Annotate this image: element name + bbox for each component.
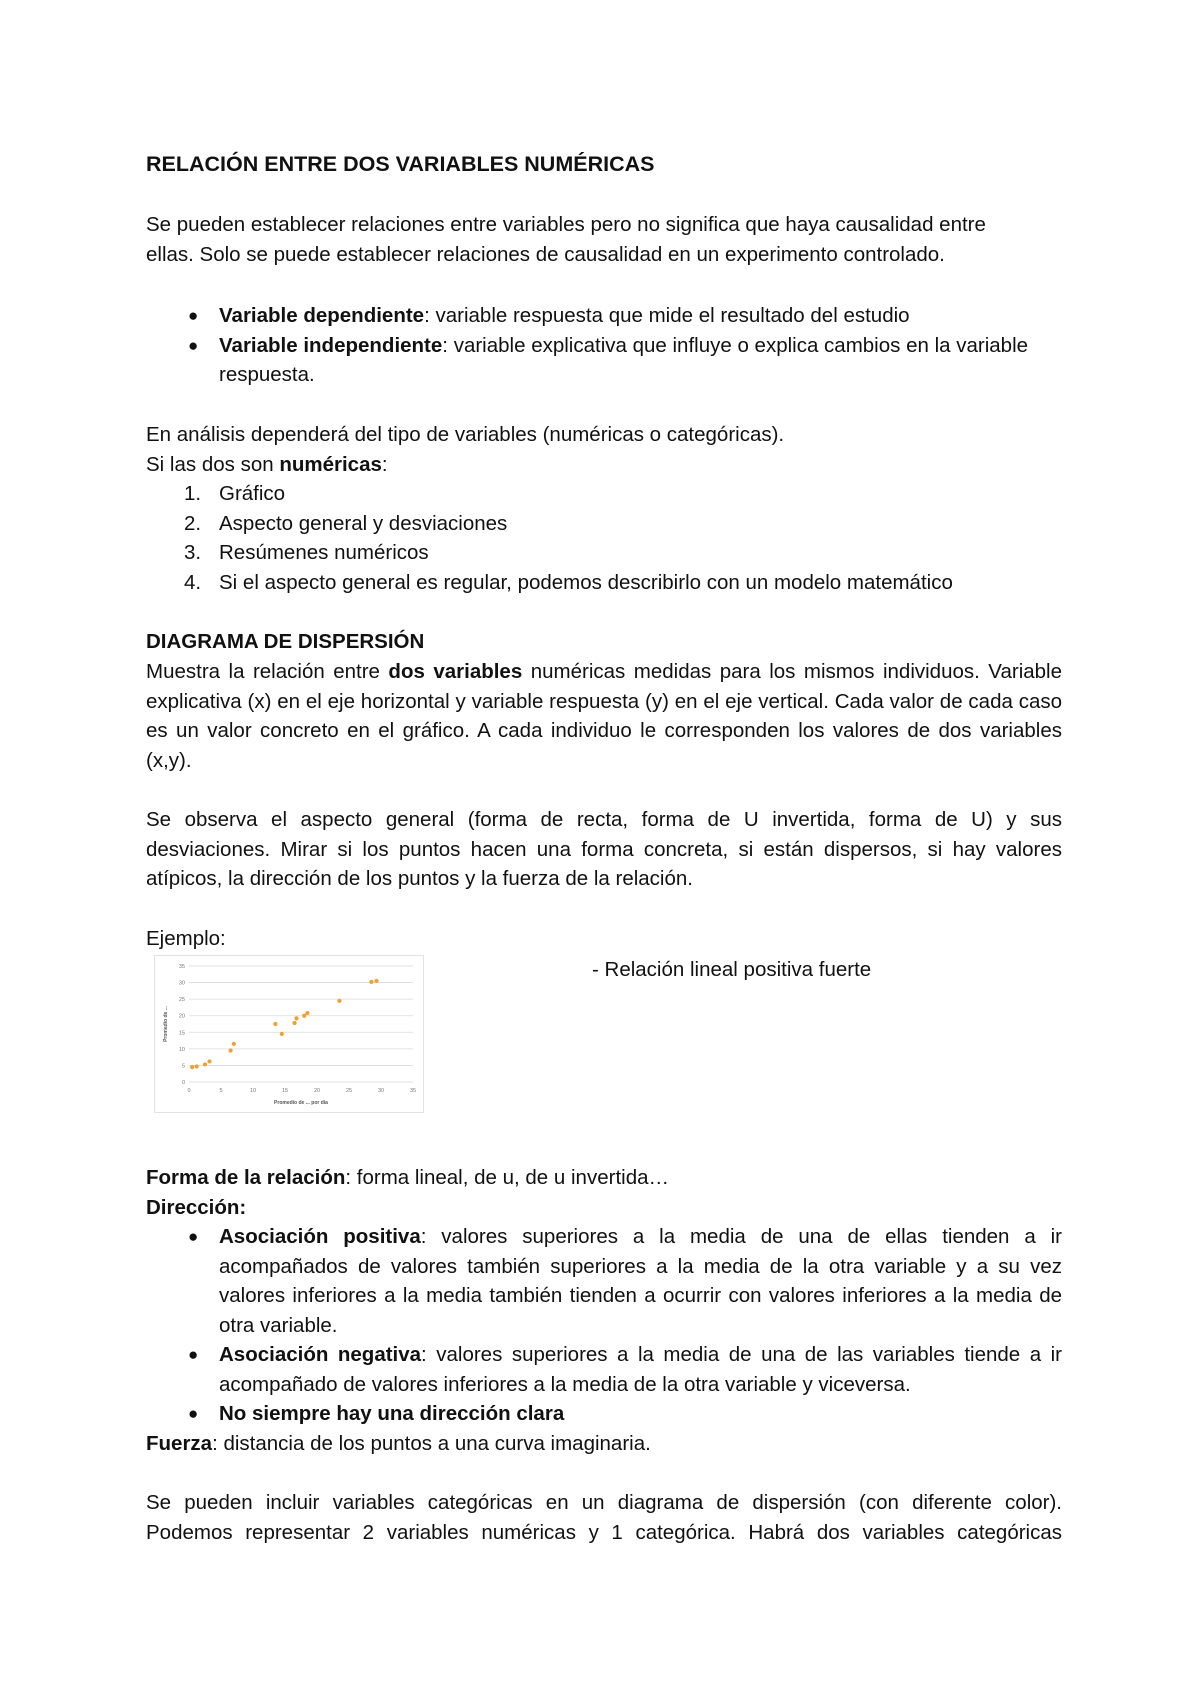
x-tick-label: 10 xyxy=(249,1088,257,1094)
analysis-line-1: En análisis dependerá del tipo de variables (numéricas o categóricas). xyxy=(146,423,785,446)
bullet-icon: ● xyxy=(188,335,199,355)
list-item: 4. Si el aspecto general es regular, podemos describirlo con un modelo matemático xyxy=(184,570,953,594)
y-axis-title: Promedio de ... xyxy=(163,1006,169,1042)
bullet-icon: ● xyxy=(188,306,199,325)
example-label: Ejemplo: xyxy=(146,927,226,950)
steps-list xyxy=(146,479,1062,597)
data-point xyxy=(232,1042,236,1046)
intro-paragraph xyxy=(146,210,1062,269)
direction-section xyxy=(146,1163,1062,1458)
list-item: ● Asociación positiva: valores superiores a la media de una de ellas tienden a ir acompañados de valores también superiores a la media de la otra variable y a su vez valores inferiores a la media también tienden a ocurrir con valores inferiores a la media de otra variable. xyxy=(146,1222,1062,1340)
data-point xyxy=(207,1059,211,1063)
list-item: ● Variable dependiente: variable respuesta que mide el resultado del estudio xyxy=(146,301,1062,331)
bullet-icon: ● xyxy=(188,1404,199,1423)
data-point xyxy=(294,1016,298,1020)
list-item: 2. Aspecto general y desviaciones xyxy=(184,511,508,535)
y-tick-label: 5 xyxy=(181,1063,185,1070)
data-point xyxy=(273,1022,277,1026)
y-tick-label: 0 xyxy=(181,1080,185,1086)
x-tick-label: 15 xyxy=(281,1088,289,1094)
data-point xyxy=(337,999,341,1003)
force-line: Fuerza: distancia de los puntos a una curva imaginaria. xyxy=(146,1431,651,1455)
intro-line-2: ellas. Solo se puede establecer relaciones de causalidad en un experimento controlado. xyxy=(146,242,945,266)
x-tick-label: 0 xyxy=(187,1088,191,1094)
data-point xyxy=(369,980,373,984)
closing-line-1: Se pueden incluir variables categóricas en un diagrama de dispersión (con diferente color). xyxy=(146,1491,1062,1514)
x-tick-label: 25 xyxy=(345,1088,353,1094)
y-tick-label: 20 xyxy=(178,1013,185,1020)
example-caption: - Relación lineal positiva fuerte xyxy=(592,958,872,981)
page-title: RELACIÓN ENTRE DOS VARIABLES NUMÉRICAS xyxy=(146,152,655,176)
list-item: 1. Gráfico xyxy=(184,482,286,505)
section-heading-scatter: DIAGRAMA DE DISPERSIÓN xyxy=(146,630,425,653)
data-point xyxy=(374,979,378,983)
x-tick-label: 20 xyxy=(313,1088,321,1094)
bullet-icon: ● xyxy=(188,1345,199,1364)
scatter-plot-svg xyxy=(155,956,423,1112)
analysis-paragraph xyxy=(146,420,1062,479)
y-tick-label: 15 xyxy=(178,1030,185,1037)
bullet-icon: ● xyxy=(188,1227,199,1246)
closing-paragraph xyxy=(146,1488,1062,1547)
scatter-paragraph-2: Se observa el aspecto general (forma de recta, forma de U invertida, forma de U) y sus desviaciones. Mirar si los puntos hacen una forma concreta, si están dispersos, si hay valores atípicos, la dirección de los puntos y la fuerza de la relación. xyxy=(146,808,1062,890)
data-point xyxy=(305,1011,309,1015)
data-point xyxy=(203,1062,207,1066)
list-item: ● Asociación negativa: valores superiores a la media de una de las variables tiende a ir acompañado de valores inferiores a la media de la otra variable y viceversa. xyxy=(146,1340,1062,1399)
data-point xyxy=(195,1064,199,1068)
x-tick-label: 35 xyxy=(409,1088,417,1094)
data-point xyxy=(229,1048,233,1052)
y-tick-label: 25 xyxy=(178,997,185,1004)
data-point xyxy=(190,1065,194,1069)
intro-line-1: Se pueden establecer relaciones entre variables pero no significa que haya causalidad entre xyxy=(146,213,986,236)
scatter-chart xyxy=(154,955,424,1113)
analysis-line-2: Si las dos son numéricas: xyxy=(146,452,388,476)
variables-list xyxy=(146,301,1062,390)
term-dependent-definition: variable respuesta que mide el resultado del estudio xyxy=(435,304,910,327)
scatter-paragraph-1: Muestra la relación entre dos variables numéricas medidas para los mismos individuos. Variable explicativa (x) en el eje horizontal y variable respuesta (y) en el eje vertical. Cada valor de cada caso es un valor concreto en el gráfico. A cada individuo le corresponden los valores de dos variables (x,y). xyxy=(146,660,1062,772)
y-tick-label: 35 xyxy=(178,964,185,970)
form-line: Forma de la relación: forma lineal, de u, de u invertida… xyxy=(146,1166,669,1189)
x-tick-label: 5 xyxy=(219,1088,223,1094)
x-tick-label: 30 xyxy=(377,1088,385,1094)
list-item: ● No siempre hay una dirección clara xyxy=(146,1399,1062,1429)
data-point xyxy=(280,1032,284,1036)
x-axis-title: Promedio de ... por día xyxy=(274,1100,328,1106)
list-item: 3. Resúmenes numéricos xyxy=(184,541,429,564)
term-independent-definition: variable explicativa que influye o explica cambios en la variable respuesta. xyxy=(219,333,1029,386)
data-point xyxy=(293,1021,297,1025)
term-independent: Variable independiente xyxy=(219,333,443,357)
closing-line-2: Podemos representar 2 variables numéricas y 1 categórica. Habrá dos variables categóricas xyxy=(146,1520,1062,1544)
direction-label: Dirección: xyxy=(146,1195,247,1219)
term-dependent: Variable dependiente xyxy=(219,304,425,327)
y-tick-label: 10 xyxy=(178,1046,185,1053)
direction-list xyxy=(146,1222,1062,1429)
list-item: ● Variable independiente: variable explicativa que influye o explica cambios en la variable respuesta. xyxy=(146,331,1062,390)
y-tick-label: 30 xyxy=(178,980,185,987)
